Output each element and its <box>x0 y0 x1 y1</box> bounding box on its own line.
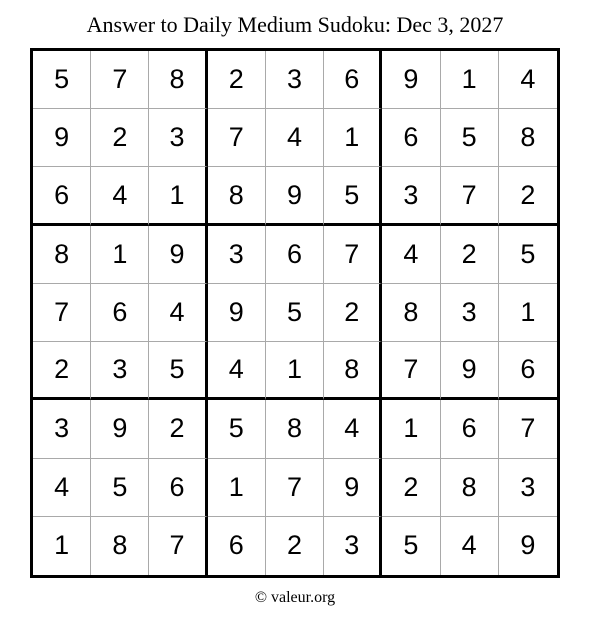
sudoku-cell[interactable]: 3 <box>382 167 440 225</box>
sudoku-cell[interactable]: 9 <box>33 109 91 167</box>
sudoku-cell[interactable]: 6 <box>499 342 557 400</box>
sudoku-cell[interactable]: 7 <box>324 226 382 284</box>
sudoku-cell[interactable]: 2 <box>266 517 324 575</box>
sudoku-cell[interactable]: 4 <box>382 226 440 284</box>
sudoku-cell[interactable]: 5 <box>324 167 382 225</box>
sudoku-cell[interactable]: 3 <box>33 400 91 458</box>
sudoku-cell[interactable]: 2 <box>91 109 149 167</box>
sudoku-cell[interactable]: 8 <box>382 284 440 342</box>
sudoku-cell[interactable]: 2 <box>33 342 91 400</box>
sudoku-cell[interactable]: 8 <box>441 459 499 517</box>
sudoku-cell[interactable]: 7 <box>33 284 91 342</box>
sudoku-cell[interactable]: 7 <box>266 459 324 517</box>
sudoku-cell[interactable]: 9 <box>149 226 207 284</box>
sudoku-cell[interactable]: 3 <box>91 342 149 400</box>
sudoku-cell[interactable]: 9 <box>324 459 382 517</box>
sudoku-cell[interactable]: 2 <box>382 459 440 517</box>
sudoku-cell[interactable]: 4 <box>208 342 266 400</box>
sudoku-cell[interactable]: 9 <box>441 342 499 400</box>
sudoku-cell[interactable]: 2 <box>441 226 499 284</box>
sudoku-cell[interactable]: 1 <box>208 459 266 517</box>
sudoku-cell[interactable]: 9 <box>208 284 266 342</box>
sudoku-cell[interactable]: 7 <box>149 517 207 575</box>
sudoku-cell[interactable]: 6 <box>149 459 207 517</box>
sudoku-cell[interactable]: 4 <box>441 517 499 575</box>
sudoku-cell[interactable]: 7 <box>499 400 557 458</box>
sudoku-cell[interactable]: 7 <box>208 109 266 167</box>
sudoku-cell[interactable]: 1 <box>382 400 440 458</box>
sudoku-cell[interactable]: 6 <box>441 400 499 458</box>
copyright-footer: © valeur.org <box>254 589 336 606</box>
sudoku-cell[interactable]: 8 <box>499 109 557 167</box>
sudoku-cell[interactable]: 3 <box>441 284 499 342</box>
sudoku-cell[interactable]: 5 <box>266 284 324 342</box>
sudoku-cell[interactable]: 6 <box>91 284 149 342</box>
sudoku-cell[interactable]: 5 <box>499 226 557 284</box>
page-title: Answer to Daily Medium Sudoku: Dec 3, 2027 <box>86 12 504 37</box>
sudoku-grid <box>30 48 560 578</box>
sudoku-cell[interactable]: 9 <box>520 530 536 561</box>
sudoku-cell[interactable]: 7 <box>91 51 149 109</box>
sudoku-cell[interactable]: 5 <box>149 342 207 400</box>
sudoku-cell[interactable]: 9 <box>382 51 440 109</box>
sudoku-cell[interactable]: 1 <box>33 517 91 575</box>
sudoku-cell[interactable]: 2 <box>324 284 382 342</box>
sudoku-cell[interactable]: 5 <box>33 51 91 109</box>
sudoku-cell[interactable]: 4 <box>149 284 207 342</box>
sudoku-cell[interactable]: 2 <box>149 400 207 458</box>
sudoku-cell[interactable]: 6 <box>324 51 382 109</box>
sudoku-cell[interactable]: 5 <box>208 400 266 458</box>
sudoku-cell[interactable]: 8 <box>208 167 266 225</box>
sudoku-cell[interactable]: 4 <box>266 109 324 167</box>
sudoku-cell[interactable]: 6 <box>382 109 440 167</box>
sudoku-cell[interactable]: 5 <box>441 109 499 167</box>
sudoku-cell[interactable]: 8 <box>266 400 324 458</box>
sudoku-cell[interactable]: 1 <box>266 342 324 400</box>
sudoku-cell[interactable]: 3 <box>149 109 207 167</box>
sudoku-cell[interactable]: 9 <box>266 167 324 225</box>
sudoku-cell[interactable]: 9 <box>91 400 149 458</box>
sudoku-cell[interactable]: 3 <box>499 459 557 517</box>
sudoku-cell[interactable]: 8 <box>91 517 149 575</box>
sudoku-cell[interactable]: 6 <box>266 226 324 284</box>
sudoku-cell[interactable]: 7 <box>382 342 440 400</box>
sudoku-cell[interactable]: 3 <box>324 517 382 575</box>
sudoku-cell[interactable]: 2 <box>208 51 266 109</box>
sudoku-cell[interactable]: 4 <box>324 400 382 458</box>
sudoku-cell[interactable]: 4 <box>91 167 149 225</box>
sudoku-cell[interactable]: 7 <box>441 167 499 225</box>
sudoku-cell[interactable]: 8 <box>324 342 382 400</box>
sudoku-cell[interactable]: 4 <box>33 459 91 517</box>
sudoku-cell[interactable]: 8 <box>149 51 207 109</box>
sudoku-cell[interactable]: 1 <box>91 226 149 284</box>
sudoku-cell[interactable]: 8 <box>33 226 91 284</box>
sudoku-cell[interactable]: 3 <box>208 226 266 284</box>
sudoku-cell[interactable]: 2 <box>499 167 557 225</box>
sudoku-cell[interactable]: 6 <box>33 167 91 225</box>
sudoku-cell[interactable]: 5 <box>91 459 149 517</box>
sudoku-cell[interactable]: 4 <box>499 51 557 109</box>
sudoku-cell[interactable]: 1 <box>324 109 382 167</box>
sudoku-cell[interactable]: 5 <box>382 517 440 575</box>
sudoku-cell[interactable]: 1 <box>499 284 557 342</box>
sudoku-cell[interactable]: 1 <box>149 167 207 225</box>
sudoku-cell[interactable]: 6 <box>208 517 266 575</box>
sudoku-cell[interactable]: 1 <box>441 51 499 109</box>
sudoku-cell[interactable]: 3 <box>266 51 324 109</box>
